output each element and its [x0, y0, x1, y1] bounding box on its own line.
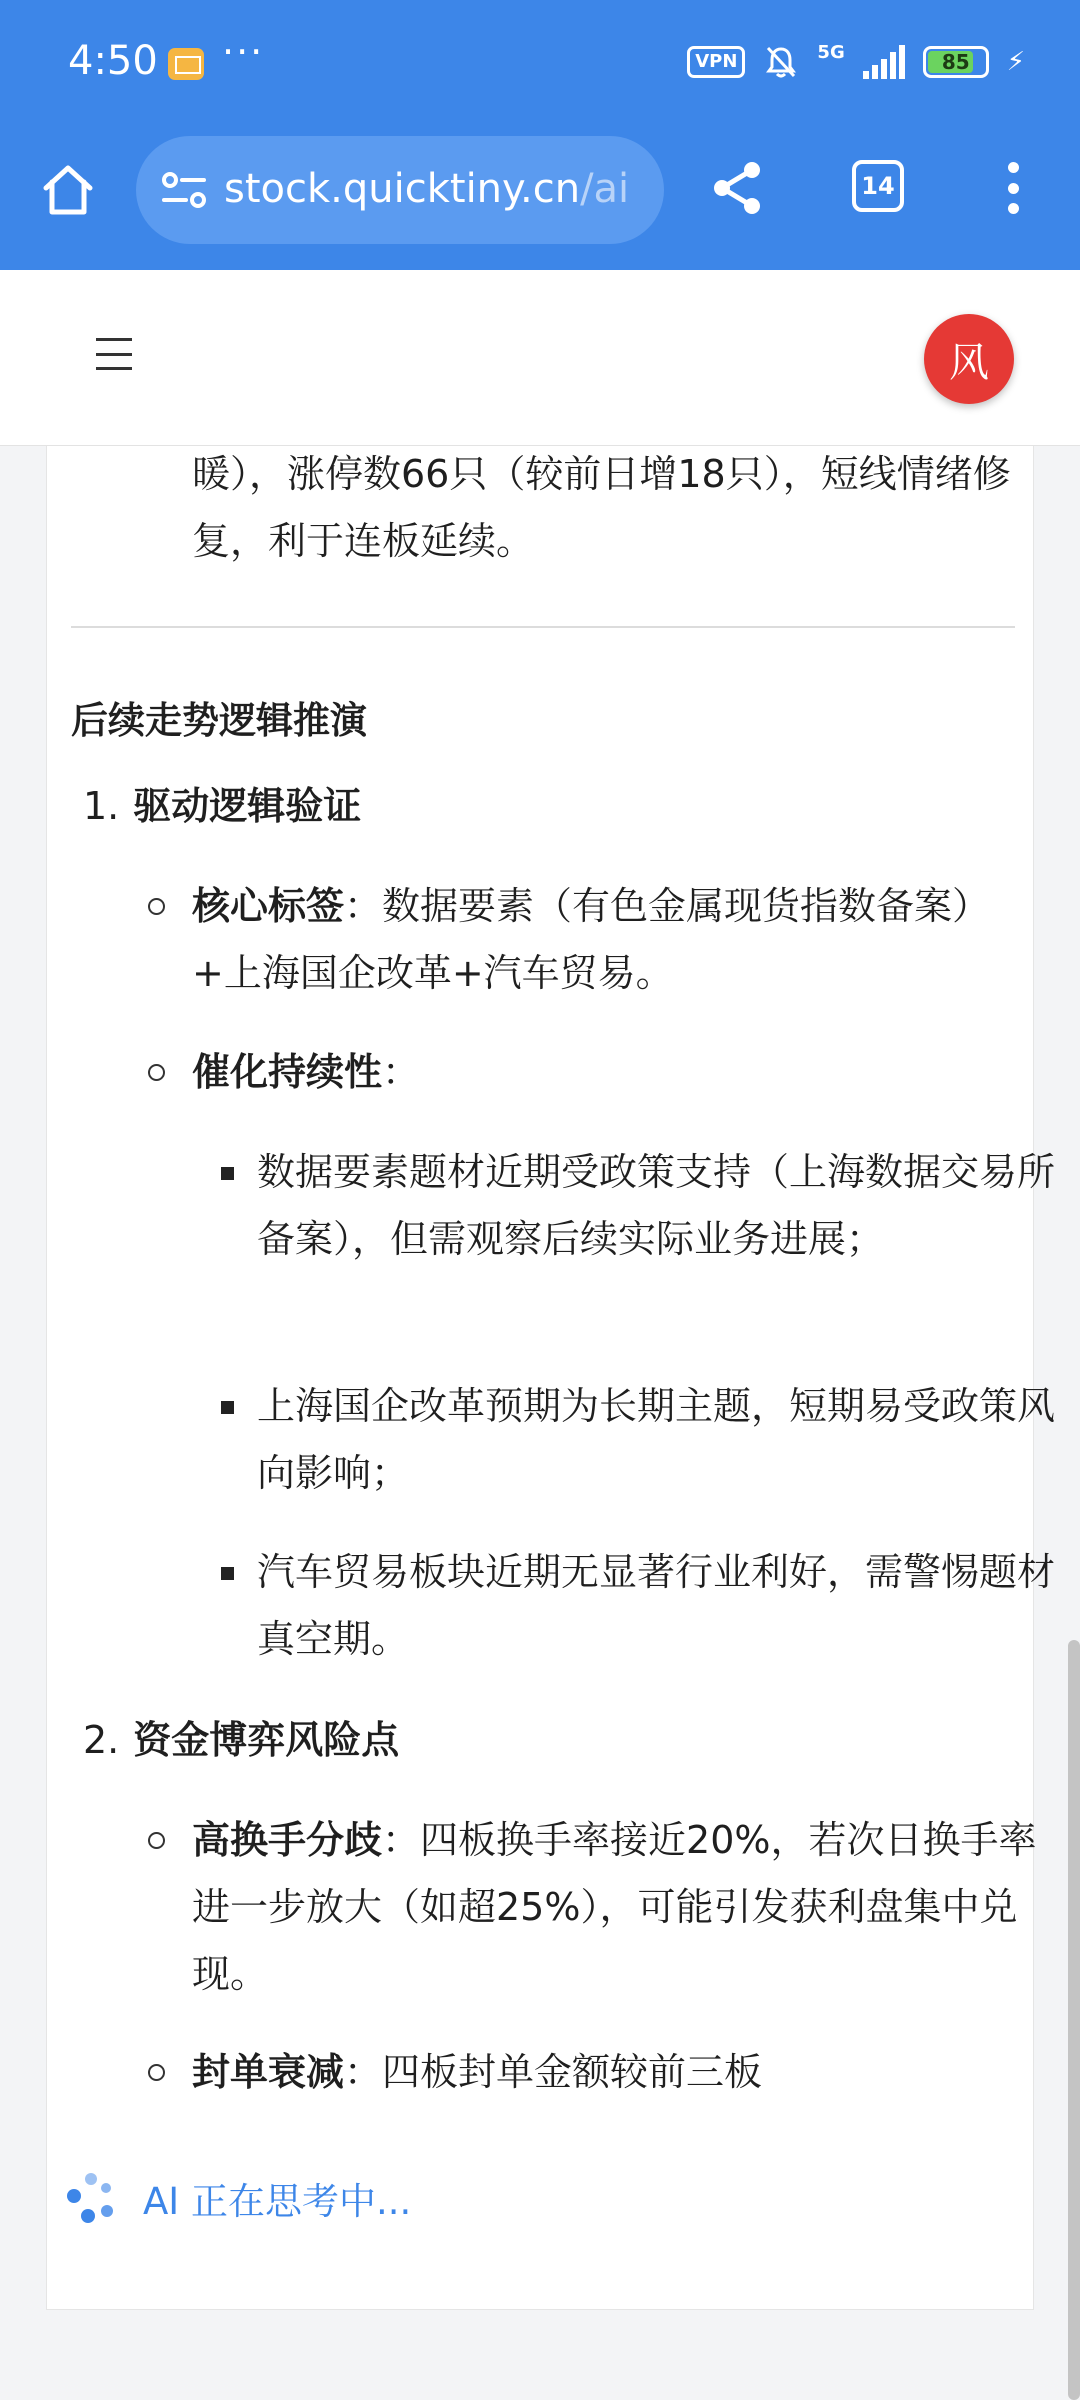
site-settings-icon[interactable]	[160, 168, 208, 212]
signal-icon	[863, 45, 905, 79]
sub-item: 封单衰减：四板封单金额较前三板	[192, 2039, 1052, 2106]
bullet-circle-icon	[148, 1832, 165, 1849]
list-number: 2.	[83, 1718, 120, 1762]
battery-icon	[923, 46, 989, 78]
hamburger-menu-icon[interactable]	[96, 338, 132, 370]
section-title: 后续走势逻辑推演	[71, 699, 367, 742]
answer-card	[46, 430, 1056, 2310]
bullet-circle-icon	[148, 1064, 165, 1081]
page-header	[0, 270, 1080, 446]
avatar[interactable]: 风	[924, 314, 1014, 404]
url-text[interactable]: stock.quicktiny.cn/ai	[224, 166, 630, 212]
sub-item: 高换手分歧：四板换手率接近20%，若次日换手率进一步放大（如超25%），可能引发获利盘集中兑现。	[192, 1807, 1052, 2008]
home-icon[interactable]	[38, 160, 98, 220]
mute-bell-icon	[763, 44, 799, 80]
tab-switcher-button[interactable]: 14	[852, 160, 904, 212]
share-icon[interactable]	[706, 156, 770, 220]
sub-sub-item: 汽车贸易板块近期无显著行业利好，需警惕题材真空期。	[257, 1539, 1057, 1673]
bullet-square-icon	[221, 1567, 234, 1580]
list-item-2	[83, 1707, 399, 1774]
more-notifications-icon: ···	[222, 30, 265, 74]
divider	[71, 626, 1015, 628]
sub-sub-item: 上海国企改革预期为长期主题，短期易受政策风向影响；	[257, 1373, 1057, 1507]
browser-chrome	[0, 0, 1080, 270]
bullet-circle-icon	[148, 898, 165, 915]
vpn-icon: VPN	[687, 46, 745, 78]
more-menu-icon[interactable]	[998, 156, 1028, 220]
battery-level: 85	[941, 50, 970, 74]
bullet-circle-icon	[148, 2064, 165, 2081]
bullet-square-icon	[221, 1167, 234, 1180]
list-item-title: 资金博弈风险点	[133, 1718, 400, 1762]
ai-thinking-indicator	[67, 2171, 411, 2225]
scrollbar[interactable]	[1068, 1640, 1080, 2400]
charging-icon: ⚡	[1006, 47, 1025, 77]
sub-sub-item: 数据要素题材近期受政策支持（上海数据交易所备案），但需观察后续实际业务进展；	[257, 1139, 1057, 1273]
network-type: 5G	[817, 41, 845, 63]
list-item-1	[83, 773, 361, 840]
continued-paragraph: 暖），涨停数66只（较前日增18只），短线情绪修复，利于连板延续。	[192, 452, 1011, 563]
status-bar	[0, 0, 1080, 130]
mail-notification-icon	[168, 48, 204, 80]
bullet-square-icon	[221, 1401, 234, 1414]
sub-item: 核心标签：数据要素（有色金属现货指数备案）+上海国企改革+汽车贸易。	[192, 873, 1052, 1007]
list-item-title: 驱动逻辑验证	[133, 784, 362, 828]
status-time: 4:50	[68, 38, 158, 84]
loading-spinner-icon	[67, 2173, 117, 2223]
sub-item: 催化持续性：	[192, 1039, 1052, 1106]
address-bar[interactable]	[136, 136, 664, 244]
status-icons	[687, 41, 1025, 80]
list-number: 1.	[83, 784, 120, 828]
thinking-text: AI 正在思考中...	[143, 2180, 412, 2223]
browser-toolbar	[0, 130, 1080, 270]
